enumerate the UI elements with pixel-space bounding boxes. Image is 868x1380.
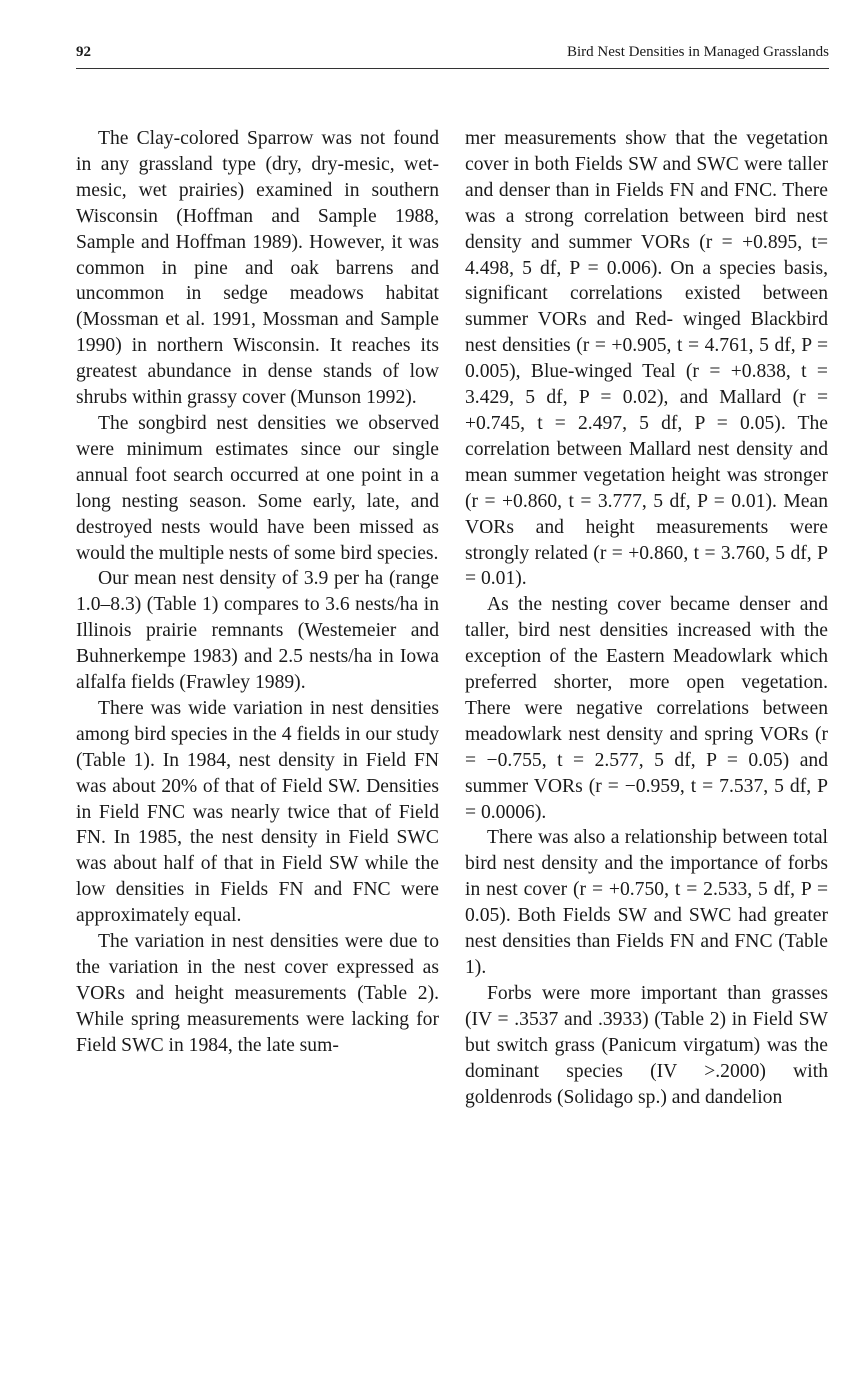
paragraph: Our mean nest density of 3.9 per ha (range 1.0–8.3) (Table 1) compares to 3.6 nests/ha in Illinois prairie remnants (Westemeier and Buhnerkempe 1983) and 2.5 nests/ha in Iowa alfalfa fields (Frawley 1989).: [76, 568, 439, 694]
paragraph: The Clay-colored Sparrow was not found in any grassland type (dry, dry-mesic, wet-mesic, wet prairies) examined in southern Wisconsin (Hoffman and Sample 1988, Sample and Hoffman 1989). However, it was common in pine and oak barrens and uncommon in sedge meadows habitat (Mossman et al. 1991, Mossman and Sample 1990) in northern Wisconsin. It reaches its greatest abundance in dense stands of low shrubs within grassy cover (Munson 1992).: [76, 128, 439, 409]
paragraph: There was wide variation in nest densities among bird species in the 4 fields in our study (Table 1). In 1984, nest density in Field FN was about 20% of that of Field SW. Densities in Field FNC was nearly twice that of Field FN. In 1985, the nest density in Field SWC was about half of that in Field SW while the low densities in Fields FN and FNC were approximately equal.: [76, 697, 439, 927]
paragraph: Forbs were more important than grasses (IV = .3537 and .3933) (Table 2) in Field SW but switch grass (Panicum virgatum) was the dominant species (IV >.2000) with goldenrods (Solidago sp.) and dandelion: [465, 982, 828, 1108]
left-column: [76, 126, 439, 1059]
running-header: [76, 40, 829, 69]
paragraph: The variation in nest densities were due to the variation in the nest cover expressed as VORs and height measurements (Table 2). While spring measurements were lacking for Field SWC in 1984, the late sum-: [76, 931, 439, 1056]
paragraph: There was also a relationship between total bird nest density and the importance of forbs in nest cover (r = +0.750, t = 2.533, 5 df, P = 0.05). Both Fields SW and SWC had greater nest densities than Fields FN and FNC (Table 1).: [465, 827, 828, 978]
page-number: 92: [76, 44, 91, 60]
right-column: [465, 126, 828, 1110]
paragraph: The songbird nest densities we observed were minimum estimates since our single annual foot search occurred at one point in a long nesting season. Some early, late, and destroyed nests would have been missed as would the multiple nests of some bird species.: [76, 412, 439, 564]
paragraph: As the nesting cover became denser and taller, bird nest densities increased with the exception of the Eastern Meadowlark which preferred shorter, more open vegetation. There were negative correlations between meadowlark nest density and spring VORs (r = −0.755, t = 2.577, 5 df, P = 0.05) and summer VORs (r = −0.959, t = 7.537, 5 df, P = 0.0006).: [465, 594, 828, 823]
paragraph: mer measurements show that the vegetation cover in both Fields SW and SWC were taller and denser than in Fields FN and FNC. There was a strong correlation between bird nest density and summer VORs (r = +0.895, t= 4.498, 5 df, P = 0.006). On a species basis, significant correlations existed between summer VORs and Red- winged Blackbird nest densities (r = +0.905, t = 4.761, 5 df, P = 0.005), Blue-winged Teal (r = +0.838, t = 3.429, 5 df, P = 0.02), and Mallard (r = +0.745, t = 2.497, 5 df, P = 0.05). The correlation between Mallard nest density and mean summer vegetation height was stronger (r = +0.860, t = 3.777, 5 df, P = 0.01). Mean VORs and height measurements were strongly related (r = +0.860, t = 3.760, 5 df, P = 0.01).: [465, 128, 828, 590]
running-title: Bird Nest Densities in Managed Grasslands: [566, 44, 829, 60]
